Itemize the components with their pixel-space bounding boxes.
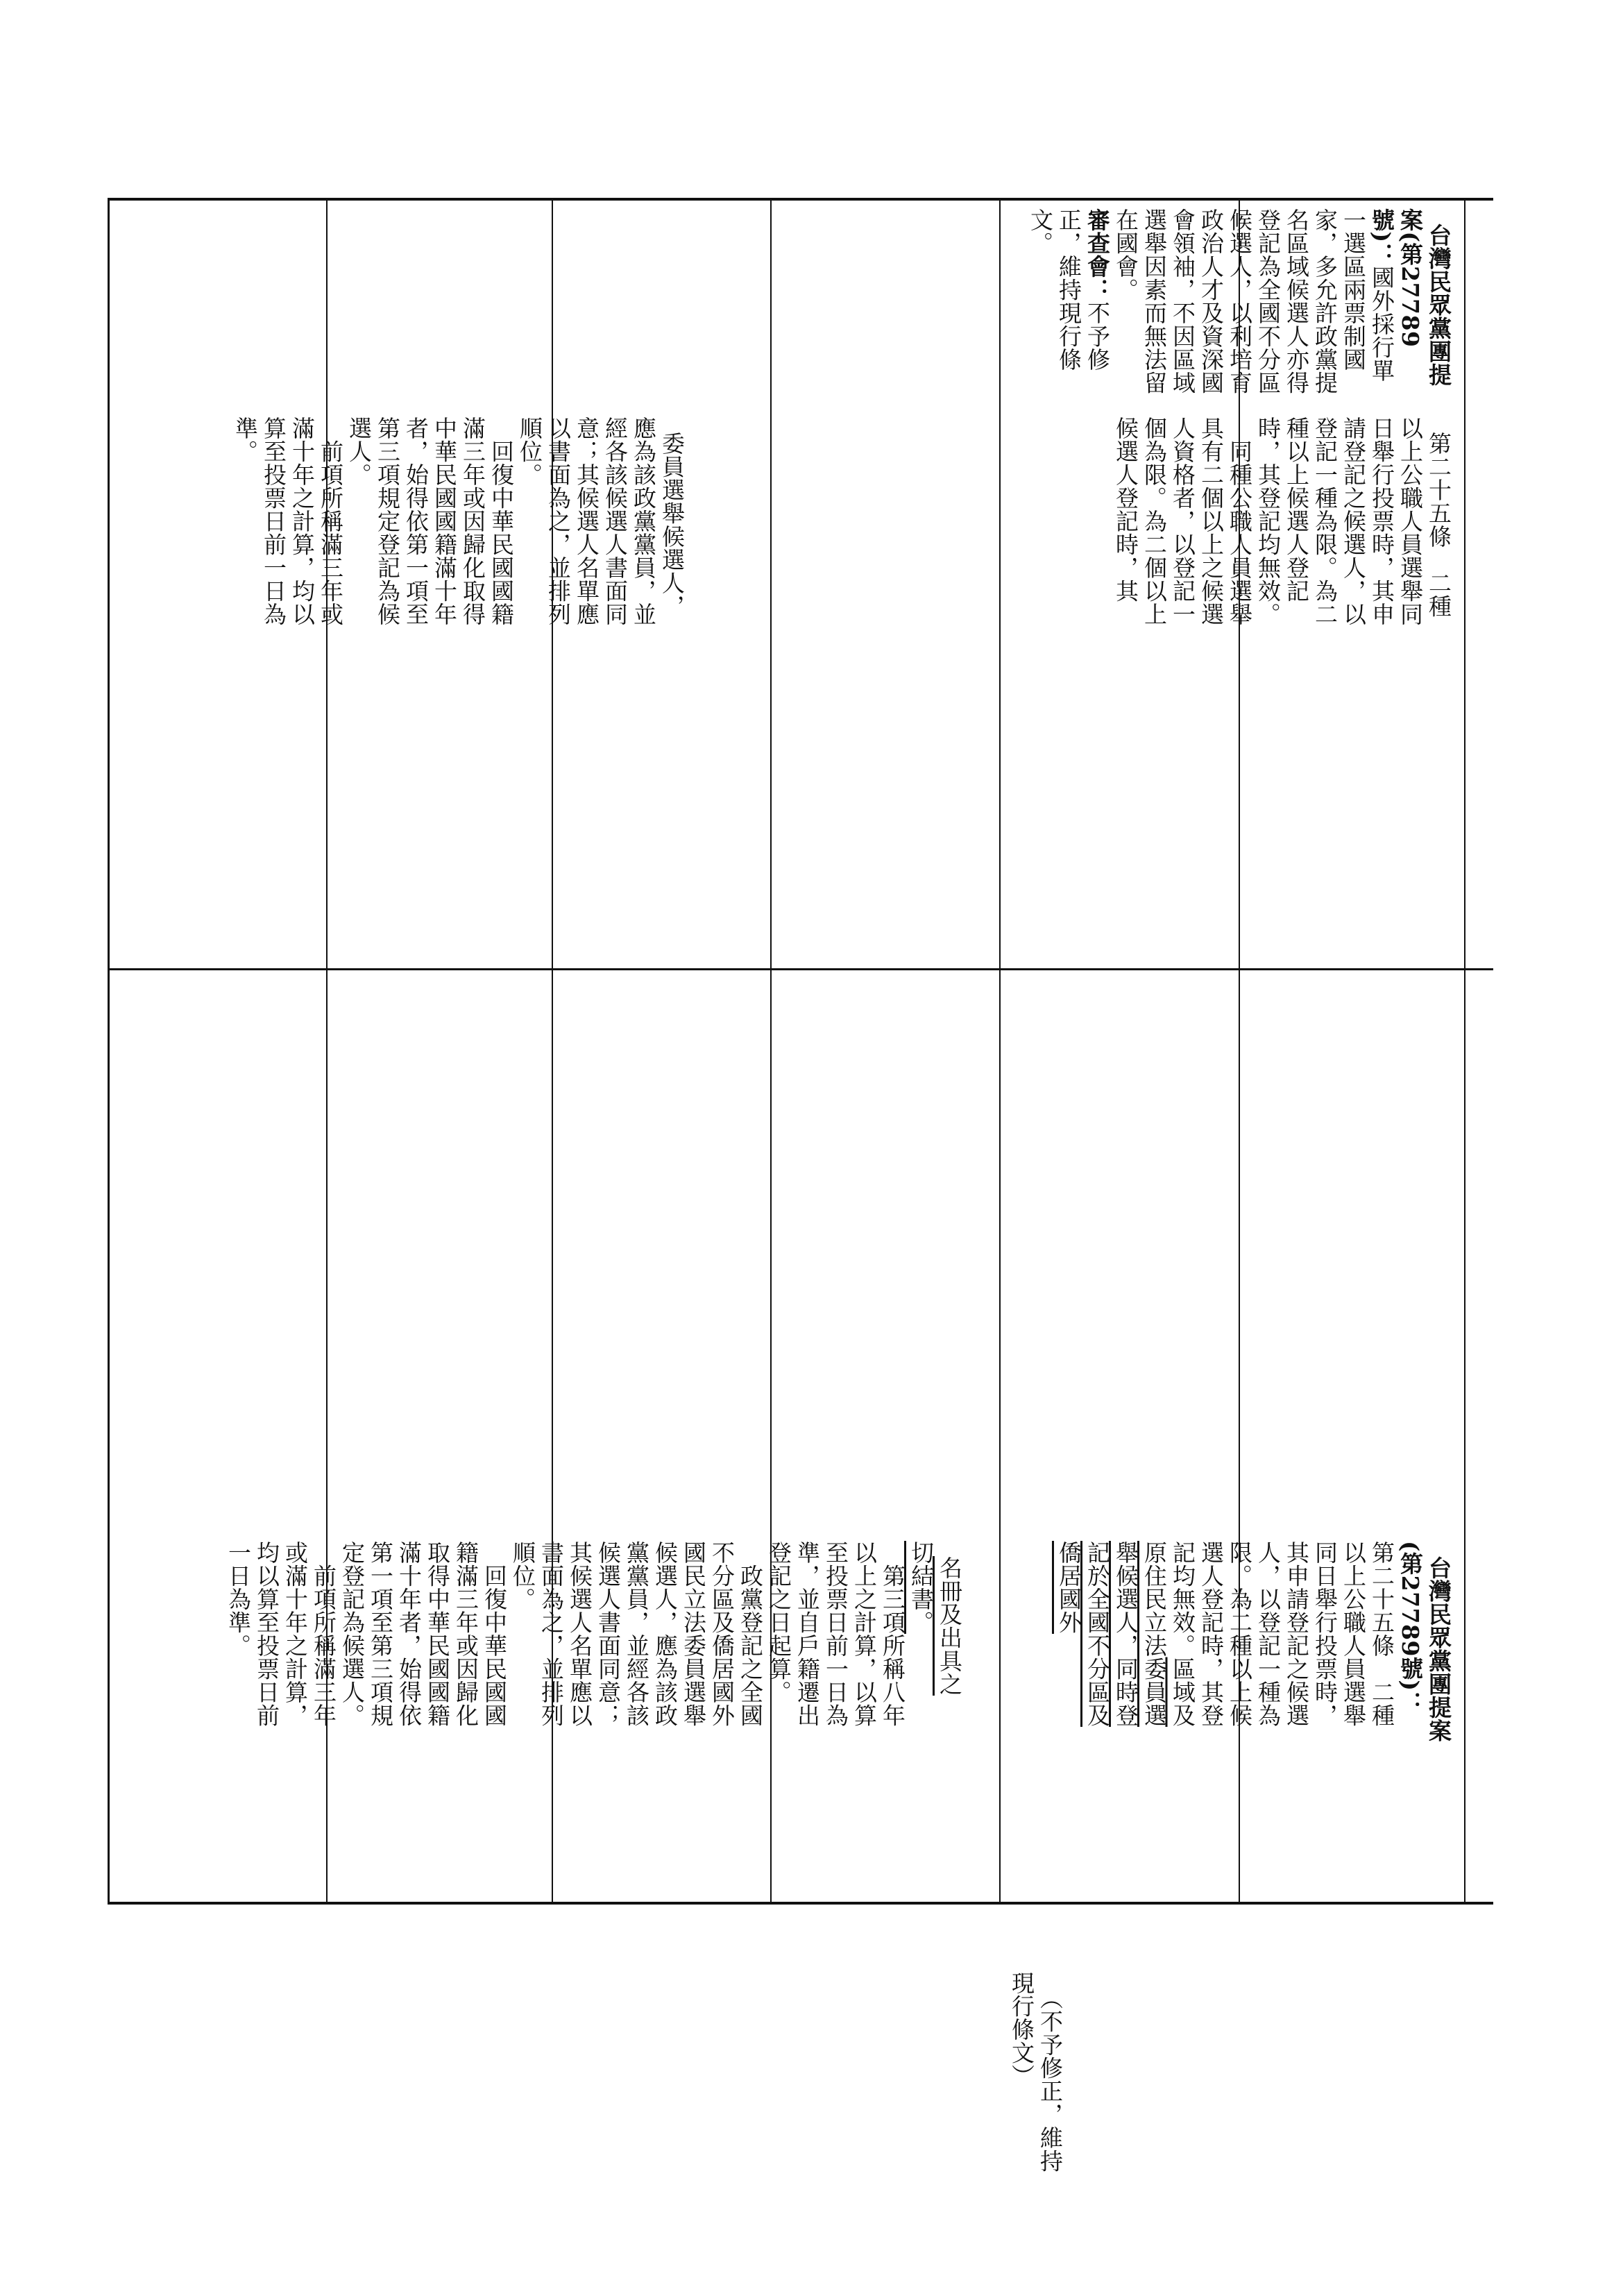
- row-divider: [108, 968, 1493, 970]
- review-label: 審查會：: [1084, 208, 1111, 301]
- column-divider: [999, 199, 1001, 1903]
- proposal-title: 台灣民眾黨團提案(第27789號)：: [1397, 1541, 1452, 1742]
- proposal-reason-text: 國外採行單一選區兩票制國家，多允許政黨提名區域候選人亦得登記為全國不分區候選人，以利培育政治人才及資深國會領袖，不因區域選舉因素而無法留在國會。: [1112, 208, 1395, 394]
- article-item: 同種公職人員選舉具有二個以上之候選人資格者，以登記一個為限。為二個以上候選人登記時，其: [1112, 416, 1253, 626]
- table-bottom-border: [108, 1902, 1493, 1905]
- underlined-line: 名冊及出具之: [936, 1555, 963, 1696]
- article-number: 第二十五條: [1368, 1541, 1395, 1657]
- proposal-article-cell: [1010, 1541, 1481, 1749]
- article-item: 二種以上公職人員選舉同日舉行投票時，其申請登記之候選人，以登記一種為限。為二種以上候選人登記時，其登記均無效。: [1255, 416, 1452, 626]
- proposal-title: 台灣民眾黨團提案(第27789號)：: [1368, 208, 1452, 387]
- proposal-reason-cell: [1010, 208, 1481, 396]
- prev-law-item: 前項所稱滿三年或滿十年之計算，均以算至投票日前一日為準。: [232, 416, 344, 626]
- prev-law-item: 回復中華民國國籍滿三年或因歸化取得中華民國國籍滿十年者，始得依第一項至第三項規定登記為候選人。: [346, 416, 515, 626]
- review-conclusion-cell: [1010, 1971, 1093, 2179]
- article-number: 第二十五條: [1425, 431, 1452, 548]
- current-law-item: 第三項所稱八年以上之計算，以算至投票日前一日為準，並自戶籍遷出登記之日起算。: [765, 1541, 906, 1727]
- current-law-item: 政黨登記之全國不分區及僑居國外國民立法委員選舉候選人，應為該政黨黨員，並經各該候選人書面同意；其候選人名單應以書面為之，並排列順位。: [509, 1541, 764, 1727]
- current-law-item: 回復中華民國國籍滿三年或因歸化取得中華民國國籍滿十年者，始得依第一項至第三項規定登記為候選人。: [339, 1541, 508, 1727]
- review-conclusion: （不予修正，維持現行條文）: [1008, 1971, 1064, 2172]
- amended-text: 區域及原住民立法委員選舉候選人，同時登記於全國不分區及僑居國外: [1055, 1541, 1196, 1727]
- table-top-border: [108, 198, 1493, 201]
- prev-law-item: 委員選舉候選人，應為該政黨黨員，並經各該候選人書面同意；其候選人名單應以書面為之，並排列順位。: [516, 416, 686, 626]
- underlined-line: 切結書。: [908, 1541, 935, 1634]
- article-25-cell: [1010, 416, 1481, 632]
- review-text: 不予修正，維持現行條文。: [1027, 208, 1111, 371]
- current-law-item: 前項所稱滿三年或滿十年之計算，均以算至投票日前一日為準。: [225, 1541, 337, 1727]
- prev-law-cell: [111, 416, 715, 632]
- column-divider: [108, 199, 110, 1903]
- article-item: 二種以上公職人員選舉同日舉行投票時，其申請登記之候選人，以登記一種為限。為二種以上候選人登記時，其登記均無效。: [1169, 1541, 1395, 1727]
- current-law-cell: [111, 1541, 992, 1749]
